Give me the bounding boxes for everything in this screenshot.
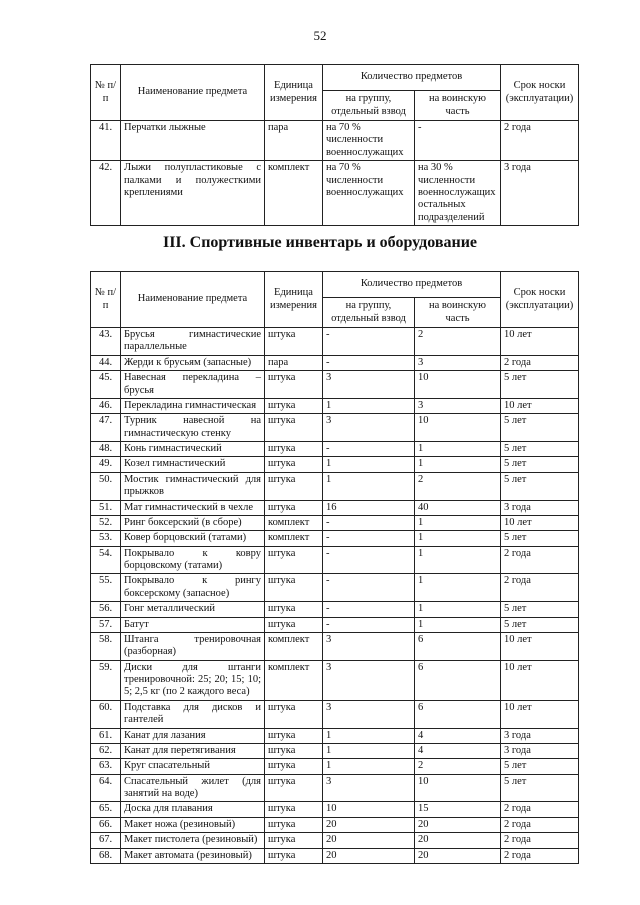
table-row [91,848,579,863]
cell-name: Подставка для дисков и гантелей [121,700,265,728]
cell-term: 2 года [501,546,579,574]
cell-unit: штука [265,833,323,848]
header-num: № п/п [91,272,121,328]
cell-term: 5 лет [501,472,579,500]
cell-unit: штука [265,500,323,515]
cell-term: 2 года [501,355,579,370]
cell-term: 2 года [501,833,579,848]
cell-qty-group: на 70 % численности военнослужащих [323,121,415,161]
cell-qty-unit: 4 [415,743,501,758]
cell-term: 5 лет [501,442,579,457]
table-row [91,121,579,161]
cell-num: 47. [91,414,121,442]
cell-num: 52. [91,515,121,530]
cell-qty-group: 1 [323,743,415,758]
cell-qty-group: - [323,602,415,617]
cell-unit: штука [265,743,323,758]
cell-unit: штука [265,457,323,472]
cell-unit: комплект [265,531,323,546]
cell-unit: штука [265,728,323,743]
table-row [91,617,579,632]
header-unit: Единица измерения [265,65,323,121]
cell-qty-unit: 6 [415,660,501,700]
cell-name: Мат гимнастический в чехле [121,500,265,515]
cell-qty-unit: 3 [415,355,501,370]
cell-num: 66. [91,817,121,832]
cell-term: 3 года [501,743,579,758]
cell-qty-unit: 1 [415,515,501,530]
cell-term: 10 лет [501,700,579,728]
table-row [91,546,579,574]
cell-num: 67. [91,833,121,848]
cell-qty-unit: на 30 % численности военнослужащих остальных подразделений [415,161,501,226]
cell-name: Спасательный жилет (для занятий на воде) [121,774,265,802]
cell-qty-group: - [323,617,415,632]
cell-qty-unit: 6 [415,700,501,728]
cell-num: 45. [91,371,121,399]
cell-unit: штука [265,602,323,617]
cell-unit: пара [265,355,323,370]
cell-term: 5 лет [501,602,579,617]
table-row [91,515,579,530]
cell-qty-group: 20 [323,848,415,863]
cell-qty-unit: 4 [415,728,501,743]
cell-qty-group: 3 [323,700,415,728]
cell-qty-group: 1 [323,398,415,413]
cell-num: 44. [91,355,121,370]
cell-qty-unit: 1 [415,602,501,617]
table-row [91,414,579,442]
header-name: Наименование предмета [121,65,265,121]
table-row [91,457,579,472]
cell-term: 10 лет [501,660,579,700]
cell-num: 41. [91,121,121,161]
cell-name: Гонг металлический [121,602,265,617]
cell-unit: штука [265,759,323,774]
table-row [91,328,579,356]
cell-qty-group: 1 [323,472,415,500]
cell-unit: штука [265,371,323,399]
cell-qty-unit: 1 [415,531,501,546]
cell-qty-unit: 1 [415,617,501,632]
cell-qty-group: 20 [323,817,415,832]
cell-num: 48. [91,442,121,457]
cell-term: 5 лет [501,531,579,546]
cell-term: 2 года [501,574,579,602]
cell-name: Турник навесной на гимнастическую стенку [121,414,265,442]
header-unit: Единица измерения [265,272,323,328]
cell-qty-group: 3 [323,774,415,802]
cell-num: 58. [91,632,121,660]
header-qty-unit: на воинскую часть [415,91,501,121]
table-row [91,371,579,399]
cell-num: 51. [91,500,121,515]
cell-unit: штука [265,700,323,728]
table-row [91,355,579,370]
cell-qty-group: 3 [323,414,415,442]
cell-term: 3 года [501,728,579,743]
cell-name: Ковер борцовский (татами) [121,531,265,546]
cell-num: 49. [91,457,121,472]
cell-num: 55. [91,574,121,602]
cell-name: Мостик гимнастический для прыжков [121,472,265,500]
cell-num: 63. [91,759,121,774]
cell-term: 3 года [501,500,579,515]
cell-term: 10 лет [501,328,579,356]
items-table-2 [90,271,579,864]
table-row [91,743,579,758]
cell-unit: штука [265,774,323,802]
table-row [91,574,579,602]
cell-unit: штука [265,546,323,574]
table-row [91,817,579,832]
cell-num: 46. [91,398,121,413]
header-qty: Количество предметов [323,272,501,298]
cell-num: 59. [91,660,121,700]
table-row [91,632,579,660]
cell-qty-unit: 3 [415,398,501,413]
cell-qty-unit: 10 [415,414,501,442]
cell-term: 10 лет [501,515,579,530]
cell-name: Канат для перетягивания [121,743,265,758]
cell-name: Штанга тренировочная (разборная) [121,632,265,660]
cell-name: Макет автомата (резиновый) [121,848,265,863]
cell-name: Конь гимнастический [121,442,265,457]
cell-name: Перекладина гимнастическая [121,398,265,413]
header-qty-unit: на воинскую часть [415,298,501,328]
cell-unit: комплект [265,515,323,530]
cell-qty-group: - [323,574,415,602]
cell-qty-group: 16 [323,500,415,515]
cell-unit: штука [265,328,323,356]
table-row [91,500,579,515]
cell-unit: штука [265,848,323,863]
cell-num: 56. [91,602,121,617]
cell-term: 3 года [501,161,579,226]
cell-num: 57. [91,617,121,632]
cell-qty-group: 20 [323,833,415,848]
header-qty-group: на группу, отдельный взвод [323,298,415,328]
cell-num: 60. [91,700,121,728]
cell-unit: штука [265,617,323,632]
cell-term: 2 года [501,121,579,161]
table-row [91,442,579,457]
cell-qty-unit: 2 [415,328,501,356]
cell-unit: штука [265,472,323,500]
cell-qty-group: 1 [323,457,415,472]
cell-qty-group: - [323,355,415,370]
cell-unit: штука [265,442,323,457]
cell-term: 5 лет [501,414,579,442]
cell-num: 61. [91,728,121,743]
cell-num: 64. [91,774,121,802]
table-row [91,728,579,743]
table-row [91,700,579,728]
cell-term: 2 года [501,848,579,863]
cell-term: 5 лет [501,457,579,472]
cell-name: Круг спасательный [121,759,265,774]
cell-term: 5 лет [501,371,579,399]
table-row [91,161,579,226]
header-qty-group: на группу, отдельный взвод [323,91,415,121]
cell-num: 54. [91,546,121,574]
cell-term: 2 года [501,802,579,817]
cell-name: Покрывало к ковру борцовскому (татами) [121,546,265,574]
table-row [91,802,579,817]
cell-qty-group: - [323,442,415,457]
cell-qty-group: 3 [323,371,415,399]
cell-qty-group: - [323,531,415,546]
cell-qty-unit: - [415,121,501,161]
cell-name: Покрывало к рингу боксерскому (запасное) [121,574,265,602]
header-term: Срок носки (эксплуатации) [501,272,579,328]
cell-unit: комплект [265,660,323,700]
cell-qty-unit: 15 [415,802,501,817]
cell-qty-unit: 1 [415,574,501,602]
cell-name: Макет ножа (резиновый) [121,817,265,832]
cell-unit: штука [265,414,323,442]
header-qty: Количество предметов [323,65,501,91]
cell-term: 10 лет [501,398,579,413]
cell-qty-unit: 10 [415,774,501,802]
cell-qty-unit: 6 [415,632,501,660]
cell-qty-group: 10 [323,802,415,817]
table-row [91,472,579,500]
cell-name: Батут [121,617,265,632]
cell-qty-group: - [323,546,415,574]
cell-unit: комплект [265,161,323,226]
cell-name: Доска для плавания [121,802,265,817]
cell-unit: штука [265,398,323,413]
header-num: № п/п [91,65,121,121]
cell-num: 53. [91,531,121,546]
header-name: Наименование предмета [121,272,265,328]
cell-num: 62. [91,743,121,758]
cell-name: Навесная перекладина – брусья [121,371,265,399]
cell-qty-unit: 2 [415,472,501,500]
cell-num: 43. [91,328,121,356]
cell-qty-group: 3 [323,632,415,660]
cell-qty-unit: 20 [415,848,501,863]
cell-qty-unit: 20 [415,817,501,832]
table-row [91,660,579,700]
cell-qty-unit: 1 [415,546,501,574]
cell-num: 42. [91,161,121,226]
table-row [91,602,579,617]
cell-qty-unit: 40 [415,500,501,515]
cell-qty-group: - [323,515,415,530]
header-term: Срок носки (эксплуатации) [501,65,579,121]
cell-qty-unit: 2 [415,759,501,774]
table-row [91,759,579,774]
cell-name: Перчатки лыжные [121,121,265,161]
cell-unit: пара [265,121,323,161]
cell-qty-group: 1 [323,728,415,743]
cell-unit: штука [265,817,323,832]
cell-unit: штука [265,802,323,817]
cell-qty-group: 3 [323,660,415,700]
cell-name: Козел гимнастический [121,457,265,472]
cell-qty-group: 1 [323,759,415,774]
table-row [91,531,579,546]
cell-term: 5 лет [501,774,579,802]
cell-name: Диски для штанги тренировочной: 25; 20; 15; 10; 5; 2,5 кг (по 2 каждого веса) [121,660,265,700]
cell-num: 68. [91,848,121,863]
cell-name: Макет пистолета (резиновый) [121,833,265,848]
cell-term: 5 лет [501,617,579,632]
cell-qty-group: на 70 % численности военнослужащих [323,161,415,226]
cell-name: Ринг боксерский (в сборе) [121,515,265,530]
table-row [91,398,579,413]
cell-qty-group: - [323,328,415,356]
cell-name: Брусья гимнастические параллельные [121,328,265,356]
cell-qty-unit: 1 [415,442,501,457]
cell-num: 65. [91,802,121,817]
cell-term: 10 лет [501,632,579,660]
cell-qty-unit: 10 [415,371,501,399]
cell-unit: комплект [265,632,323,660]
cell-qty-unit: 20 [415,833,501,848]
table-row [91,774,579,802]
items-table-1 [90,64,579,226]
section-title: III. Спортивные инвентарь и оборудование [162,234,478,251]
table-row [91,833,579,848]
cell-name: Лыжи полупластиковые с палками и полужесткими креплениями [121,161,265,226]
cell-unit: штука [265,574,323,602]
cell-term: 2 года [501,817,579,832]
cell-num: 50. [91,472,121,500]
cell-name: Канат для лазания [121,728,265,743]
page-number: 52 [313,28,327,43]
cell-qty-unit: 1 [415,457,501,472]
cell-term: 5 лет [501,759,579,774]
cell-name: Жерди к брусьям (запасные) [121,355,265,370]
